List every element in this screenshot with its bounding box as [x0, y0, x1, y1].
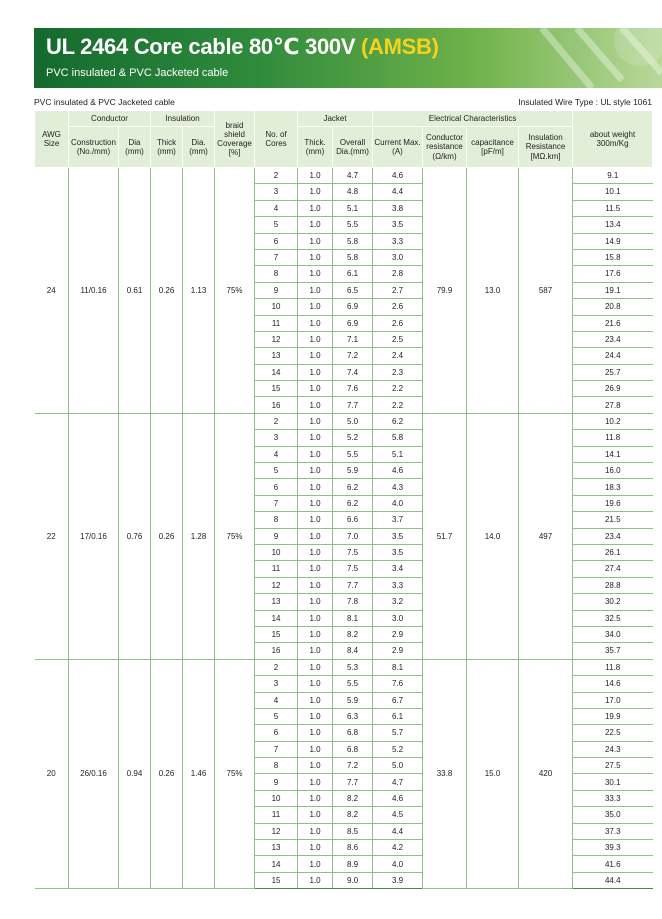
- cell-no-of-cores: 2: [255, 168, 298, 184]
- cell-jacket-thick: 1.0: [298, 463, 333, 479]
- cell-jacket-thick: 1.0: [298, 643, 333, 659]
- cell-weight: 16.0: [573, 463, 653, 479]
- cell-weight: 22.5: [573, 725, 653, 741]
- cell-weight: 24.4: [573, 348, 653, 364]
- cell-no-of-cores: 14: [255, 364, 298, 380]
- cell-overall-dia: 7.7: [333, 397, 373, 413]
- cell-current-max: 2.3: [373, 364, 423, 380]
- cell-current-max: 2.5: [373, 331, 423, 347]
- cell-jacket-thick: 1.0: [298, 577, 333, 593]
- header-electrical: Electrical Characteristics: [373, 111, 573, 127]
- cell-no-of-cores: 6: [255, 233, 298, 249]
- cell-overall-dia: 4.8: [333, 184, 373, 200]
- cell-no-of-cores: 15: [255, 872, 298, 888]
- cell-no-of-cores: 6: [255, 479, 298, 495]
- cell-jacket-thick: 1.0: [298, 299, 333, 315]
- cell-current-max: 4.4: [373, 184, 423, 200]
- cell-jacket-thick: 1.0: [298, 495, 333, 511]
- cell-overall-dia: 5.2: [333, 430, 373, 446]
- header-conductor: Conductor: [69, 111, 151, 127]
- cell-overall-dia: 8.2: [333, 626, 373, 642]
- cell-current-max: 4.7: [373, 774, 423, 790]
- cell-jacket-thick: 1.0: [298, 807, 333, 823]
- cell-no-of-cores: 12: [255, 577, 298, 593]
- cell-no-of-cores: 3: [255, 676, 298, 692]
- page-title: UL 2464 Core cable 80℃ 300V (AMSB): [46, 34, 439, 59]
- cell-current-max: 3.3: [373, 577, 423, 593]
- cell-weight: 41.6: [573, 856, 653, 872]
- cell-overall-dia: 6.2: [333, 495, 373, 511]
- cell-awg-size: 20: [35, 659, 69, 888]
- header-current-max: Current Max.(A): [373, 127, 423, 168]
- cell-current-max: 4.6: [373, 790, 423, 806]
- header-braid-coverage: braid shield Coverage [%]: [215, 111, 255, 168]
- cell-no-of-cores: 11: [255, 315, 298, 331]
- cell-jacket-thick: 1.0: [298, 725, 333, 741]
- cell-insulation-resistance: 587: [519, 168, 573, 414]
- cell-no-of-cores: 15: [255, 626, 298, 642]
- cell-no-of-cores: 7: [255, 741, 298, 757]
- cell-weight: 27.4: [573, 561, 653, 577]
- cell-no-of-cores: 5: [255, 217, 298, 233]
- cell-jacket-thick: 1.0: [298, 840, 333, 856]
- cell-weight: 15.8: [573, 249, 653, 265]
- cell-current-max: 2.7: [373, 282, 423, 298]
- cell-current-max: 5.7: [373, 725, 423, 741]
- cell-current-max: 4.6: [373, 463, 423, 479]
- cell-overall-dia: 6.8: [333, 741, 373, 757]
- cell-jacket-thick: 1.0: [298, 249, 333, 265]
- cell-current-max: 6.2: [373, 413, 423, 429]
- cell-jacket-thick: 1.0: [298, 364, 333, 380]
- cell-insulation-resistance: 420: [519, 659, 573, 888]
- cell-no-of-cores: 6: [255, 725, 298, 741]
- cell-jacket-thick: 1.0: [298, 790, 333, 806]
- cell-jacket-thick: 1.0: [298, 233, 333, 249]
- cell-weight: 14.6: [573, 676, 653, 692]
- cell-no-of-cores: 12: [255, 331, 298, 347]
- cell-overall-dia: 7.5: [333, 561, 373, 577]
- cell-no-of-cores: 9: [255, 282, 298, 298]
- cell-jacket-thick: 1.0: [298, 397, 333, 413]
- cell-overall-dia: 4.7: [333, 168, 373, 184]
- cell-overall-dia: 7.5: [333, 544, 373, 560]
- cell-overall-dia: 6.1: [333, 266, 373, 282]
- cell-overall-dia: 7.2: [333, 758, 373, 774]
- cell-current-max: 2.2: [373, 397, 423, 413]
- cell-no-of-cores: 13: [255, 348, 298, 364]
- cell-insulation-dia: 1.28: [183, 413, 215, 659]
- cell-jacket-thick: 1.0: [298, 217, 333, 233]
- cell-weight: 19.6: [573, 495, 653, 511]
- cell-weight: 24.3: [573, 741, 653, 757]
- cell-jacket-thick: 1.0: [298, 872, 333, 888]
- cell-jacket-thick: 1.0: [298, 430, 333, 446]
- cell-overall-dia: 5.9: [333, 463, 373, 479]
- cell-insulation-thick: 0.26: [151, 413, 183, 659]
- cell-jacket-thick: 1.0: [298, 774, 333, 790]
- cell-weight: 11.8: [573, 659, 653, 675]
- cell-weight: 27.8: [573, 397, 653, 413]
- cell-overall-dia: 5.8: [333, 249, 373, 265]
- cell-current-max: 3.3: [373, 233, 423, 249]
- cell-no-of-cores: 16: [255, 397, 298, 413]
- cell-capacitance: 13.0: [467, 168, 519, 414]
- cell-no-of-cores: 2: [255, 413, 298, 429]
- cell-weight: 9.1: [573, 168, 653, 184]
- cell-jacket-thick: 1.0: [298, 610, 333, 626]
- cell-jacket-thick: 1.0: [298, 594, 333, 610]
- cell-weight: 25.7: [573, 364, 653, 380]
- cell-overall-dia: 5.8: [333, 233, 373, 249]
- cell-no-of-cores: 10: [255, 299, 298, 315]
- cell-no-of-cores: 15: [255, 381, 298, 397]
- cell-jacket-thick: 1.0: [298, 413, 333, 429]
- cell-jacket-thick: 1.0: [298, 446, 333, 462]
- cell-current-max: 4.3: [373, 479, 423, 495]
- cell-weight: 27.5: [573, 758, 653, 774]
- cell-current-max: 5.8: [373, 430, 423, 446]
- cell-overall-dia: 7.4: [333, 364, 373, 380]
- cell-current-max: 3.2: [373, 594, 423, 610]
- cell-weight: 35.0: [573, 807, 653, 823]
- cell-weight: 19.9: [573, 708, 653, 724]
- title-accent: (AMSB): [361, 34, 439, 59]
- cell-current-max: 4.0: [373, 495, 423, 511]
- cell-overall-dia: 7.7: [333, 577, 373, 593]
- cell-jacket-thick: 1.0: [298, 315, 333, 331]
- cell-weight: 26.9: [573, 381, 653, 397]
- table-caption-right: Insulated Wire Type : UL style 1061: [518, 97, 652, 107]
- cell-current-max: 3.5: [373, 217, 423, 233]
- cell-no-of-cores: 9: [255, 774, 298, 790]
- cell-construction: 26/0.16: [69, 659, 119, 888]
- cell-jacket-thick: 1.0: [298, 184, 333, 200]
- cell-construction: 11/0.16: [69, 168, 119, 414]
- cell-overall-dia: 5.5: [333, 676, 373, 692]
- cell-current-max: 3.5: [373, 528, 423, 544]
- cell-current-max: 8.1: [373, 659, 423, 675]
- header-insulation-resistance: Insulation Resistance [MΩ.km]: [519, 127, 573, 168]
- cell-overall-dia: 5.5: [333, 446, 373, 462]
- cell-overall-dia: 5.0: [333, 413, 373, 429]
- cell-current-max: 3.0: [373, 610, 423, 626]
- cell-no-of-cores: 16: [255, 643, 298, 659]
- cell-weight: 20.8: [573, 299, 653, 315]
- cell-overall-dia: 9.0: [333, 872, 373, 888]
- header-insulation-thick: Thick (mm): [151, 127, 183, 168]
- cell-weight: 28.8: [573, 577, 653, 593]
- cell-no-of-cores: 8: [255, 758, 298, 774]
- cell-overall-dia: 7.2: [333, 348, 373, 364]
- cell-weight: 30.1: [573, 774, 653, 790]
- cell-conductor-dia: 0.76: [119, 413, 151, 659]
- cell-current-max: 2.4: [373, 348, 423, 364]
- cell-overall-dia: 8.4: [333, 643, 373, 659]
- cell-weight: 30.2: [573, 594, 653, 610]
- cell-overall-dia: 8.6: [333, 840, 373, 856]
- cell-insulation-resistance: 497: [519, 413, 573, 659]
- cell-weight: 18.3: [573, 479, 653, 495]
- cell-overall-dia: 7.0: [333, 528, 373, 544]
- cell-current-max: 3.4: [373, 561, 423, 577]
- cell-weight: 21.6: [573, 315, 653, 331]
- cell-overall-dia: 8.1: [333, 610, 373, 626]
- cell-weight: 17.6: [573, 266, 653, 282]
- cell-current-max: 3.9: [373, 872, 423, 888]
- cell-overall-dia: 6.3: [333, 708, 373, 724]
- cell-no-of-cores: 11: [255, 561, 298, 577]
- cell-jacket-thick: 1.0: [298, 856, 333, 872]
- cell-no-of-cores: 5: [255, 708, 298, 724]
- cell-overall-dia: 7.7: [333, 774, 373, 790]
- cell-weight: 39.3: [573, 840, 653, 856]
- cell-current-max: 2.8: [373, 266, 423, 282]
- cell-weight: 14.1: [573, 446, 653, 462]
- cell-braid-coverage: 75%: [215, 413, 255, 659]
- cell-jacket-thick: 1.0: [298, 561, 333, 577]
- cell-weight: 35.7: [573, 643, 653, 659]
- header-jacket: Jacket: [298, 111, 373, 127]
- cell-overall-dia: 6.2: [333, 479, 373, 495]
- cell-no-of-cores: 7: [255, 495, 298, 511]
- cell-current-max: 3.7: [373, 512, 423, 528]
- cell-jacket-thick: 1.0: [298, 659, 333, 675]
- cell-jacket-thick: 1.0: [298, 676, 333, 692]
- cell-weight: 13.4: [573, 217, 653, 233]
- cell-conductor-resistance: 33.8: [423, 659, 467, 888]
- cell-overall-dia: 7.1: [333, 331, 373, 347]
- cell-jacket-thick: 1.0: [298, 758, 333, 774]
- cell-current-max: 3.8: [373, 200, 423, 216]
- cell-weight: 44.4: [573, 872, 653, 888]
- cell-jacket-thick: 1.0: [298, 331, 333, 347]
- cell-conductor-dia: 0.61: [119, 168, 151, 414]
- cell-conductor-resistance: 51.7: [423, 413, 467, 659]
- cell-current-max: 2.6: [373, 299, 423, 315]
- banner-decoration-icon: [522, 28, 662, 88]
- cell-braid-coverage: 75%: [215, 168, 255, 414]
- cell-no-of-cores: 13: [255, 594, 298, 610]
- cell-current-max: 4.0: [373, 856, 423, 872]
- cell-current-max: 2.6: [373, 315, 423, 331]
- cell-current-max: 5.2: [373, 741, 423, 757]
- cell-weight: 33.3: [573, 790, 653, 806]
- cell-insulation-thick: 0.26: [151, 168, 183, 414]
- cell-jacket-thick: 1.0: [298, 626, 333, 642]
- cell-no-of-cores: 4: [255, 446, 298, 462]
- cell-overall-dia: 8.9: [333, 856, 373, 872]
- cell-no-of-cores: 4: [255, 692, 298, 708]
- cell-overall-dia: 8.2: [333, 807, 373, 823]
- cell-weight: 21.5: [573, 512, 653, 528]
- cell-no-of-cores: 3: [255, 184, 298, 200]
- header-conductor-dia: Dia (mm): [119, 127, 151, 168]
- cell-capacitance: 15.0: [467, 659, 519, 888]
- header-overall-dia: Overall Dia.(mm): [333, 127, 373, 168]
- cell-weight: 34.0: [573, 626, 653, 642]
- cell-awg-size: 22: [35, 413, 69, 659]
- header-awg-size: AWG Size: [35, 111, 69, 168]
- cell-weight: 23.4: [573, 331, 653, 347]
- cell-jacket-thick: 1.0: [298, 168, 333, 184]
- cell-no-of-cores: 13: [255, 840, 298, 856]
- cell-no-of-cores: 10: [255, 790, 298, 806]
- cell-weight: 17.0: [573, 692, 653, 708]
- cell-overall-dia: 6.6: [333, 512, 373, 528]
- cell-no-of-cores: 3: [255, 430, 298, 446]
- cell-weight: 11.5: [573, 200, 653, 216]
- cell-overall-dia: 8.5: [333, 823, 373, 839]
- cell-no-of-cores: 14: [255, 610, 298, 626]
- header-construction: Construction (No./mm): [69, 127, 119, 168]
- cell-braid-coverage: 75%: [215, 659, 255, 888]
- header-conductor-resistance: Conductor resistance (Ω/km): [423, 127, 467, 168]
- cell-overall-dia: 7.6: [333, 381, 373, 397]
- cell-jacket-thick: 1.0: [298, 528, 333, 544]
- cell-current-max: 3.5: [373, 544, 423, 560]
- cell-insulation-dia: 1.46: [183, 659, 215, 888]
- cell-jacket-thick: 1.0: [298, 381, 333, 397]
- cell-overall-dia: 7.8: [333, 594, 373, 610]
- cell-current-max: 3.0: [373, 249, 423, 265]
- cell-overall-dia: 5.9: [333, 692, 373, 708]
- cell-conductor-resistance: 79.9: [423, 168, 467, 414]
- cell-overall-dia: 5.3: [333, 659, 373, 675]
- header-capacitance: capacitance [pF/m]: [467, 127, 519, 168]
- cell-capacitance: 14.0: [467, 413, 519, 659]
- table-row: [35, 168, 653, 184]
- cell-weight: 11.8: [573, 430, 653, 446]
- cell-no-of-cores: 5: [255, 463, 298, 479]
- cell-construction: 17/0.16: [69, 413, 119, 659]
- cell-jacket-thick: 1.0: [298, 692, 333, 708]
- cell-overall-dia: 6.9: [333, 299, 373, 315]
- cell-current-max: 2.9: [373, 643, 423, 659]
- cell-jacket-thick: 1.0: [298, 200, 333, 216]
- table-row: [35, 413, 653, 429]
- cell-overall-dia: 6.8: [333, 725, 373, 741]
- cell-overall-dia: 6.5: [333, 282, 373, 298]
- cell-jacket-thick: 1.0: [298, 823, 333, 839]
- cell-current-max: 4.5: [373, 807, 423, 823]
- cell-jacket-thick: 1.0: [298, 741, 333, 757]
- cell-jacket-thick: 1.0: [298, 512, 333, 528]
- header-jacket-thick: Thick. (mm): [298, 127, 333, 168]
- cell-weight: 23.4: [573, 528, 653, 544]
- header-weight: about weight 300m/Kg: [573, 111, 653, 168]
- cell-no-of-cores: 8: [255, 266, 298, 282]
- cell-no-of-cores: 2: [255, 659, 298, 675]
- cell-overall-dia: 5.5: [333, 217, 373, 233]
- cell-weight: 19.1: [573, 282, 653, 298]
- cell-current-max: 4.4: [373, 823, 423, 839]
- cell-insulation-dia: 1.13: [183, 168, 215, 414]
- page-subtitle: PVC insulated & PVC Jacketed cable: [46, 67, 229, 79]
- spec-table: [34, 110, 653, 889]
- cell-overall-dia: 8.2: [333, 790, 373, 806]
- cell-weight: 37.3: [573, 823, 653, 839]
- title-banner: [34, 28, 662, 88]
- cell-awg-size: 24: [35, 168, 69, 414]
- table-row: [35, 659, 653, 675]
- header-insulation: Insulation: [151, 111, 215, 127]
- cell-no-of-cores: 4: [255, 200, 298, 216]
- cell-no-of-cores: 11: [255, 807, 298, 823]
- cell-jacket-thick: 1.0: [298, 282, 333, 298]
- cell-weight: 14.9: [573, 233, 653, 249]
- cell-no-of-cores: 10: [255, 544, 298, 560]
- cell-jacket-thick: 1.0: [298, 708, 333, 724]
- cell-weight: 32.5: [573, 610, 653, 626]
- cell-weight: 26.1: [573, 544, 653, 560]
- cell-no-of-cores: 7: [255, 249, 298, 265]
- cell-overall-dia: 6.9: [333, 315, 373, 331]
- cell-jacket-thick: 1.0: [298, 348, 333, 364]
- cell-conductor-dia: 0.94: [119, 659, 151, 888]
- cell-current-max: 4.6: [373, 168, 423, 184]
- table-caption-left: PVC insulated & PVC Jacketed cable: [34, 97, 175, 107]
- cell-current-max: 5.1: [373, 446, 423, 462]
- cell-no-of-cores: 8: [255, 512, 298, 528]
- cell-no-of-cores: 14: [255, 856, 298, 872]
- cell-current-max: 7.6: [373, 676, 423, 692]
- cell-weight: 10.2: [573, 413, 653, 429]
- cell-current-max: 6.1: [373, 708, 423, 724]
- header-no-of-cores: No. of Cores: [255, 111, 298, 168]
- cell-current-max: 5.0: [373, 758, 423, 774]
- cell-overall-dia: 5.1: [333, 200, 373, 216]
- header-insulation-dia: Dia. (mm): [183, 127, 215, 168]
- cell-current-max: 4.2: [373, 840, 423, 856]
- cell-insulation-thick: 0.26: [151, 659, 183, 888]
- cell-no-of-cores: 9: [255, 528, 298, 544]
- spec-table-body: [35, 168, 653, 889]
- cell-weight: 10.1: [573, 184, 653, 200]
- cell-current-max: 2.9: [373, 626, 423, 642]
- cell-current-max: 6.7: [373, 692, 423, 708]
- cell-jacket-thick: 1.0: [298, 544, 333, 560]
- cell-no-of-cores: 12: [255, 823, 298, 839]
- cell-current-max: 2.2: [373, 381, 423, 397]
- cell-jacket-thick: 1.0: [298, 479, 333, 495]
- cell-jacket-thick: 1.0: [298, 266, 333, 282]
